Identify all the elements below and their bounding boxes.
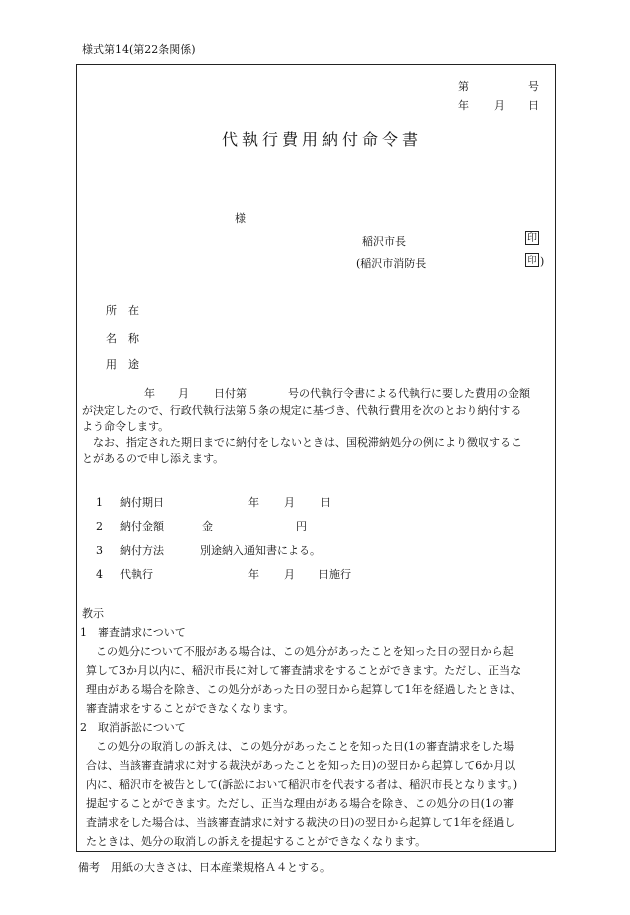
item-num: 3 [96, 544, 103, 557]
body-tsuki: 月 [178, 387, 189, 400]
item-method [96, 542, 164, 558]
item-execution-hi: 日施行 [318, 568, 351, 581]
item-due-date-hi: 日 [320, 496, 331, 509]
form-label: 様式第14(第22条関係) [82, 43, 196, 56]
body-line1-rest: 号の代執行令書による代執行に要した費用の金額 [288, 387, 530, 400]
item-label: 納付金額 [120, 520, 164, 533]
header-nen: 年 [458, 99, 469, 112]
kyoji-sec2-title: 2 取消訴訟について [80, 721, 186, 734]
kyoji-section [82, 604, 552, 851]
footnote: 備考 用紙の大きさは、日本産業規格Ａ４とする。 [78, 861, 331, 874]
body-line3: よう命令します。 [82, 420, 170, 433]
kyoji-sec1-title: 1 審査請求について [80, 626, 186, 639]
item-label: 代執行 [120, 568, 153, 581]
kyoji-sec2-line: 提起することができます。ただし、正当な理由がある場合を除き、この処分の日(1の審 [86, 797, 514, 810]
kyoji-sec2-line: たときは、処分の取消しの訴えを提起することができなくなります。 [86, 835, 427, 848]
seal-mayor [525, 231, 539, 245]
body-hi: 日付第 [214, 387, 247, 400]
issuer-fire-chief: (稲沢市消防長 [356, 257, 427, 270]
header-dai: 第 [458, 80, 469, 93]
item-execution-nen: 年 [248, 568, 259, 581]
kyoji-sec1-line: この処分について不服がある場合は、この処分があったことを知った日の翌日から起 [96, 645, 514, 658]
kyoji-sec1-line: 審査請求をすることができなくなります。 [86, 702, 295, 715]
item-amount-yen: 円 [296, 520, 307, 533]
item-num: 1 [96, 496, 103, 509]
seal-mayor-char: 印 [527, 233, 537, 244]
field-use: 用 途 [106, 358, 139, 371]
item-method-value: 別途納入通知書による。 [200, 544, 321, 557]
kyoji-sec2-line: 合は、当該審査請求に対する裁決があったことを知った日)の翌日から起算して6か月以 [86, 759, 516, 772]
kyoji-sec2-line: この処分の取消しの訴えは、この処分があったことを知った日(1の審査請求をした場 [96, 740, 515, 753]
issuer-mayor: 稲沢市長 [362, 235, 406, 248]
seal-fire-chief-paren: ) [540, 255, 545, 268]
body-nen: 年 [144, 387, 155, 400]
item-label: 納付方法 [120, 544, 164, 557]
kyoji-sec1-line: 理由がある場合を除き、この処分があった日の翌日から起算して1年を経過したときは、 [86, 683, 522, 696]
item-due-date-nen: 年 [248, 496, 259, 509]
item-num: 4 [96, 568, 103, 581]
kyoji-sec2-line: 査請求をした場合は、当該審査請求に対する裁決の日)の翌日から起算して1年を経過し [86, 816, 516, 829]
seal-fire-chief [525, 253, 539, 267]
item-amount [96, 518, 164, 534]
item-amount-kin: 金 [202, 520, 213, 533]
body-line5: とがあるので申し添えます。 [82, 452, 225, 465]
body-line4: なお、指定された期日までに納付をしないときは、国税滞納処分の例により徴収するこ [82, 436, 522, 449]
item-label: 納付期日 [120, 496, 164, 509]
item-due-date [96, 494, 164, 510]
header-go: 号 [528, 80, 539, 93]
kyoji-sec2-line: 内に、稲沢市を被告として(訴訟において稲沢市を代表する者は、稲沢市長となります。) [86, 778, 518, 791]
kyoji-sec1-line: 算して3か月以内に、稲沢市長に対して審査請求をすることができます。ただし、正当な [86, 664, 522, 677]
item-num: 2 [96, 520, 103, 533]
field-location: 所 在 [106, 304, 139, 317]
addressee-suffix: 様 [235, 212, 246, 225]
document-title: 代執行費用納付命令書 [222, 130, 423, 149]
header-tsuki: 月 [494, 99, 505, 112]
header-hi: 日 [528, 99, 539, 112]
body-line2: が決定したので、行政代執行法第５条の規定に基づき、代執行費用を次のとおり納付する [82, 404, 522, 417]
field-name: 名 称 [106, 332, 139, 345]
item-due-date-tsuki: 月 [284, 496, 295, 509]
kyoji-heading: 教示 [82, 607, 104, 620]
item-execution [96, 566, 153, 582]
seal-fire-chief-char: 印 [525, 253, 539, 267]
item-execution-tsuki: 月 [284, 568, 295, 581]
